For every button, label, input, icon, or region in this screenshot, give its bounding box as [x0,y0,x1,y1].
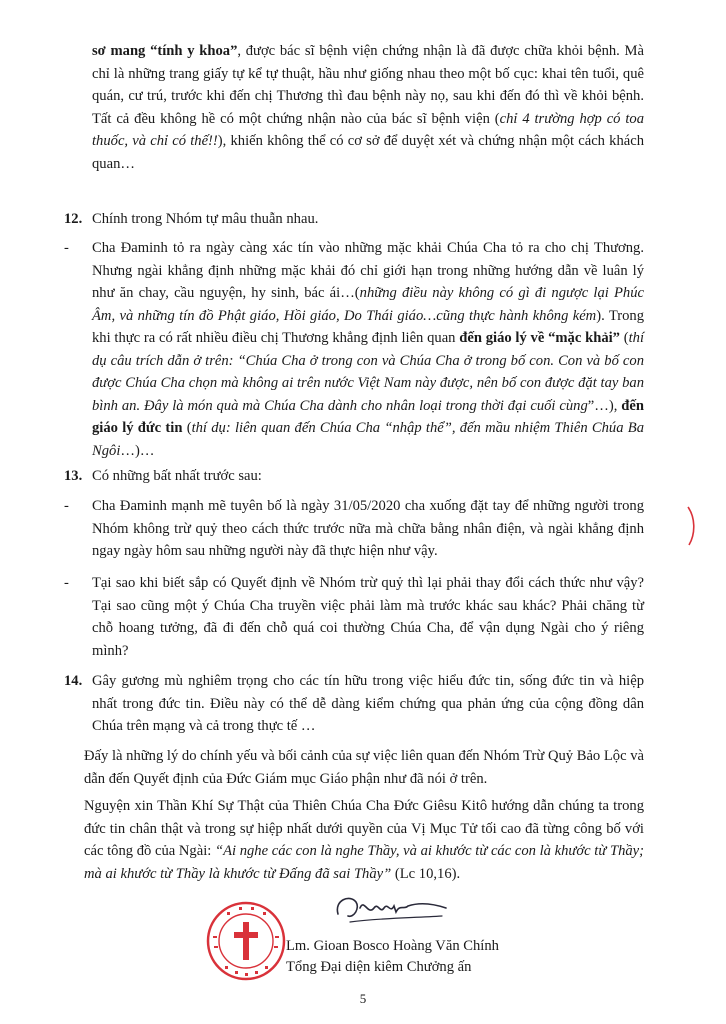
handwritten-signature-icon [330,888,450,928]
bullet-text: Tại sao khi biết sắp có Quyết định về Nhóm trừ quỷ thì lại phải thay đổi cách thức như vậy? Tại sao cũng một ý Chúa Cha truyền việc phải làm mà trước khác sau khác? Phải chăng từ chỗ hoang tưởng, đã đi đến chỗ quá coi thường Chúa Cha, để vận dụng Ngài cho ý riêng mình? [92,575,644,659]
bullet-item [64,237,644,462]
item-number: 12. [64,211,83,227]
item-text: Gây gương mù nghiêm trọng cho các tín hữu trong việc hiểu đức tin, sống đức tin và hiệp nhất trong đức tin. Điều này có thể dễ dàng kiểm chứng qua phản ứng của cộng đồng dân Chúa trên mạng và cả trong thực tế … [92,673,644,734]
dash-marker: - [64,575,69,591]
dash-marker: - [64,240,69,256]
diocese-seal-icon [205,900,287,982]
list-item-13 [64,465,644,488]
dash-marker: - [64,498,69,514]
signer-title: Tổng Đại diện kiêm Chưởng ấn [286,959,472,975]
red-margin-mark-icon [685,505,699,547]
item-number: 13. [64,468,83,484]
summary-paragraph: Đấy là những lý do chính yếu và bối cảnh của sự việc liên quan đến Nhóm Trừ Quỷ Bảo Lộc và dẫn đến Quyết định của Đức Giám mục Giáo phận như đã nói ở trên. [84,748,644,787]
bullet-text: Cha Đaminh mạnh mẽ tuyên bố là ngày 31/05/2020 cha xuống đặt tay để những người trong Nhóm không trừ quỷ theo cách thức trước nữa mà chữa bằng nhân điện, và ngài khẳng định ngay ngày hôm sau những người này đã thực hiện như vậy. [92,498,644,559]
bullet-text: Cha Đaminh tỏ ra ngày càng xác tín vào những mặc khải Chúa Cha tỏ ra cho chị Thương. Nhưng ngài khẳng định những mặc khải đó chỉ giới hạn trong những hướng dẫn về luân lý như ăn chay, cầu nguyện, hy sinh, bác ái…(những điều này không có gì đi ngược lại Phúc Âm, và những tín đồ Phật giáo, Hồi giáo, Do Thái giáo…cũng thực hành không kém). Trong khi thực ra có rất nhiều điều chị Thương khẳng định liên quan đến giáo lý về “mặc khải” (thí dụ câu trích dẫn ở trên: “Chúa Cha ở trong con và Chúa Cha ở trong bố con. Con và bố con được Chúa Cha chọn mà không ai trên nước Việt Nam này được, nên bố con được đặt tay ban bình an. Đây là món quà mà Chúa Cha dành cho nhân loại trong thời đại cuối cùng”…), đến giáo lý đức tin (thí dụ: liên quan đến Chúa Cha “nhập thể”, đến mầu nhiệm Thiên Chúa Ba Ngôi…)… [92,240,644,459]
continued-paragraph: sơ mang “tính y khoa”, được bác sĩ bệnh viện chứng nhận là đã được chữa khỏi bệnh. Mà chỉ là những trang giấy tự kể tự thuật, hầu như giống nhau theo một bố cục: khai tên tuổi, quê quán, cư trú, trước khi đến chị Thương thì đau bệnh này nọ, sau khi đến đó thì về khỏi bệnh. Tất cả đều không hề có một chứng nhận nào của bác sĩ bệnh viện (chỉ 4 trường hợp có toa thuốc, và chỉ có thế!!), khiến không thể có cơ sở để duyệt xét và chứng nhận một cách khách quan… [92,43,645,172]
signer-name: Lm. Gioan Bosco Hoàng Văn Chính [286,938,499,954]
bullet-item [64,572,644,662]
prayer-paragraph: Nguyện xin Thần Khí Sự Thật của Thiên Chúa Cha Đức Giêsu Kitô hướng dẫn chúng ta trong đức tin chân thật và trong sự hiệp nhất dưới quyền của Vị Mục Tử tối cao đã từng công bố với các tông đồ của Ngài: “Ai nghe các con là nghe Thầy, và ai khước từ các con là khước từ Thầy; mà ai khước từ Thầy là khước từ Đấng đã sai Thầy” (Lc 10,16). [84,798,644,882]
item-number: 14. [64,673,83,689]
bullet-item [64,495,644,563]
item-text: Có những bất nhất trước sau: [92,468,262,484]
list-item-12 [64,208,644,231]
item-text: Chính trong Nhóm tự mâu thuẫn nhau. [92,211,319,227]
page-number: 5 [359,991,367,1006]
list-item-14 [64,670,644,738]
